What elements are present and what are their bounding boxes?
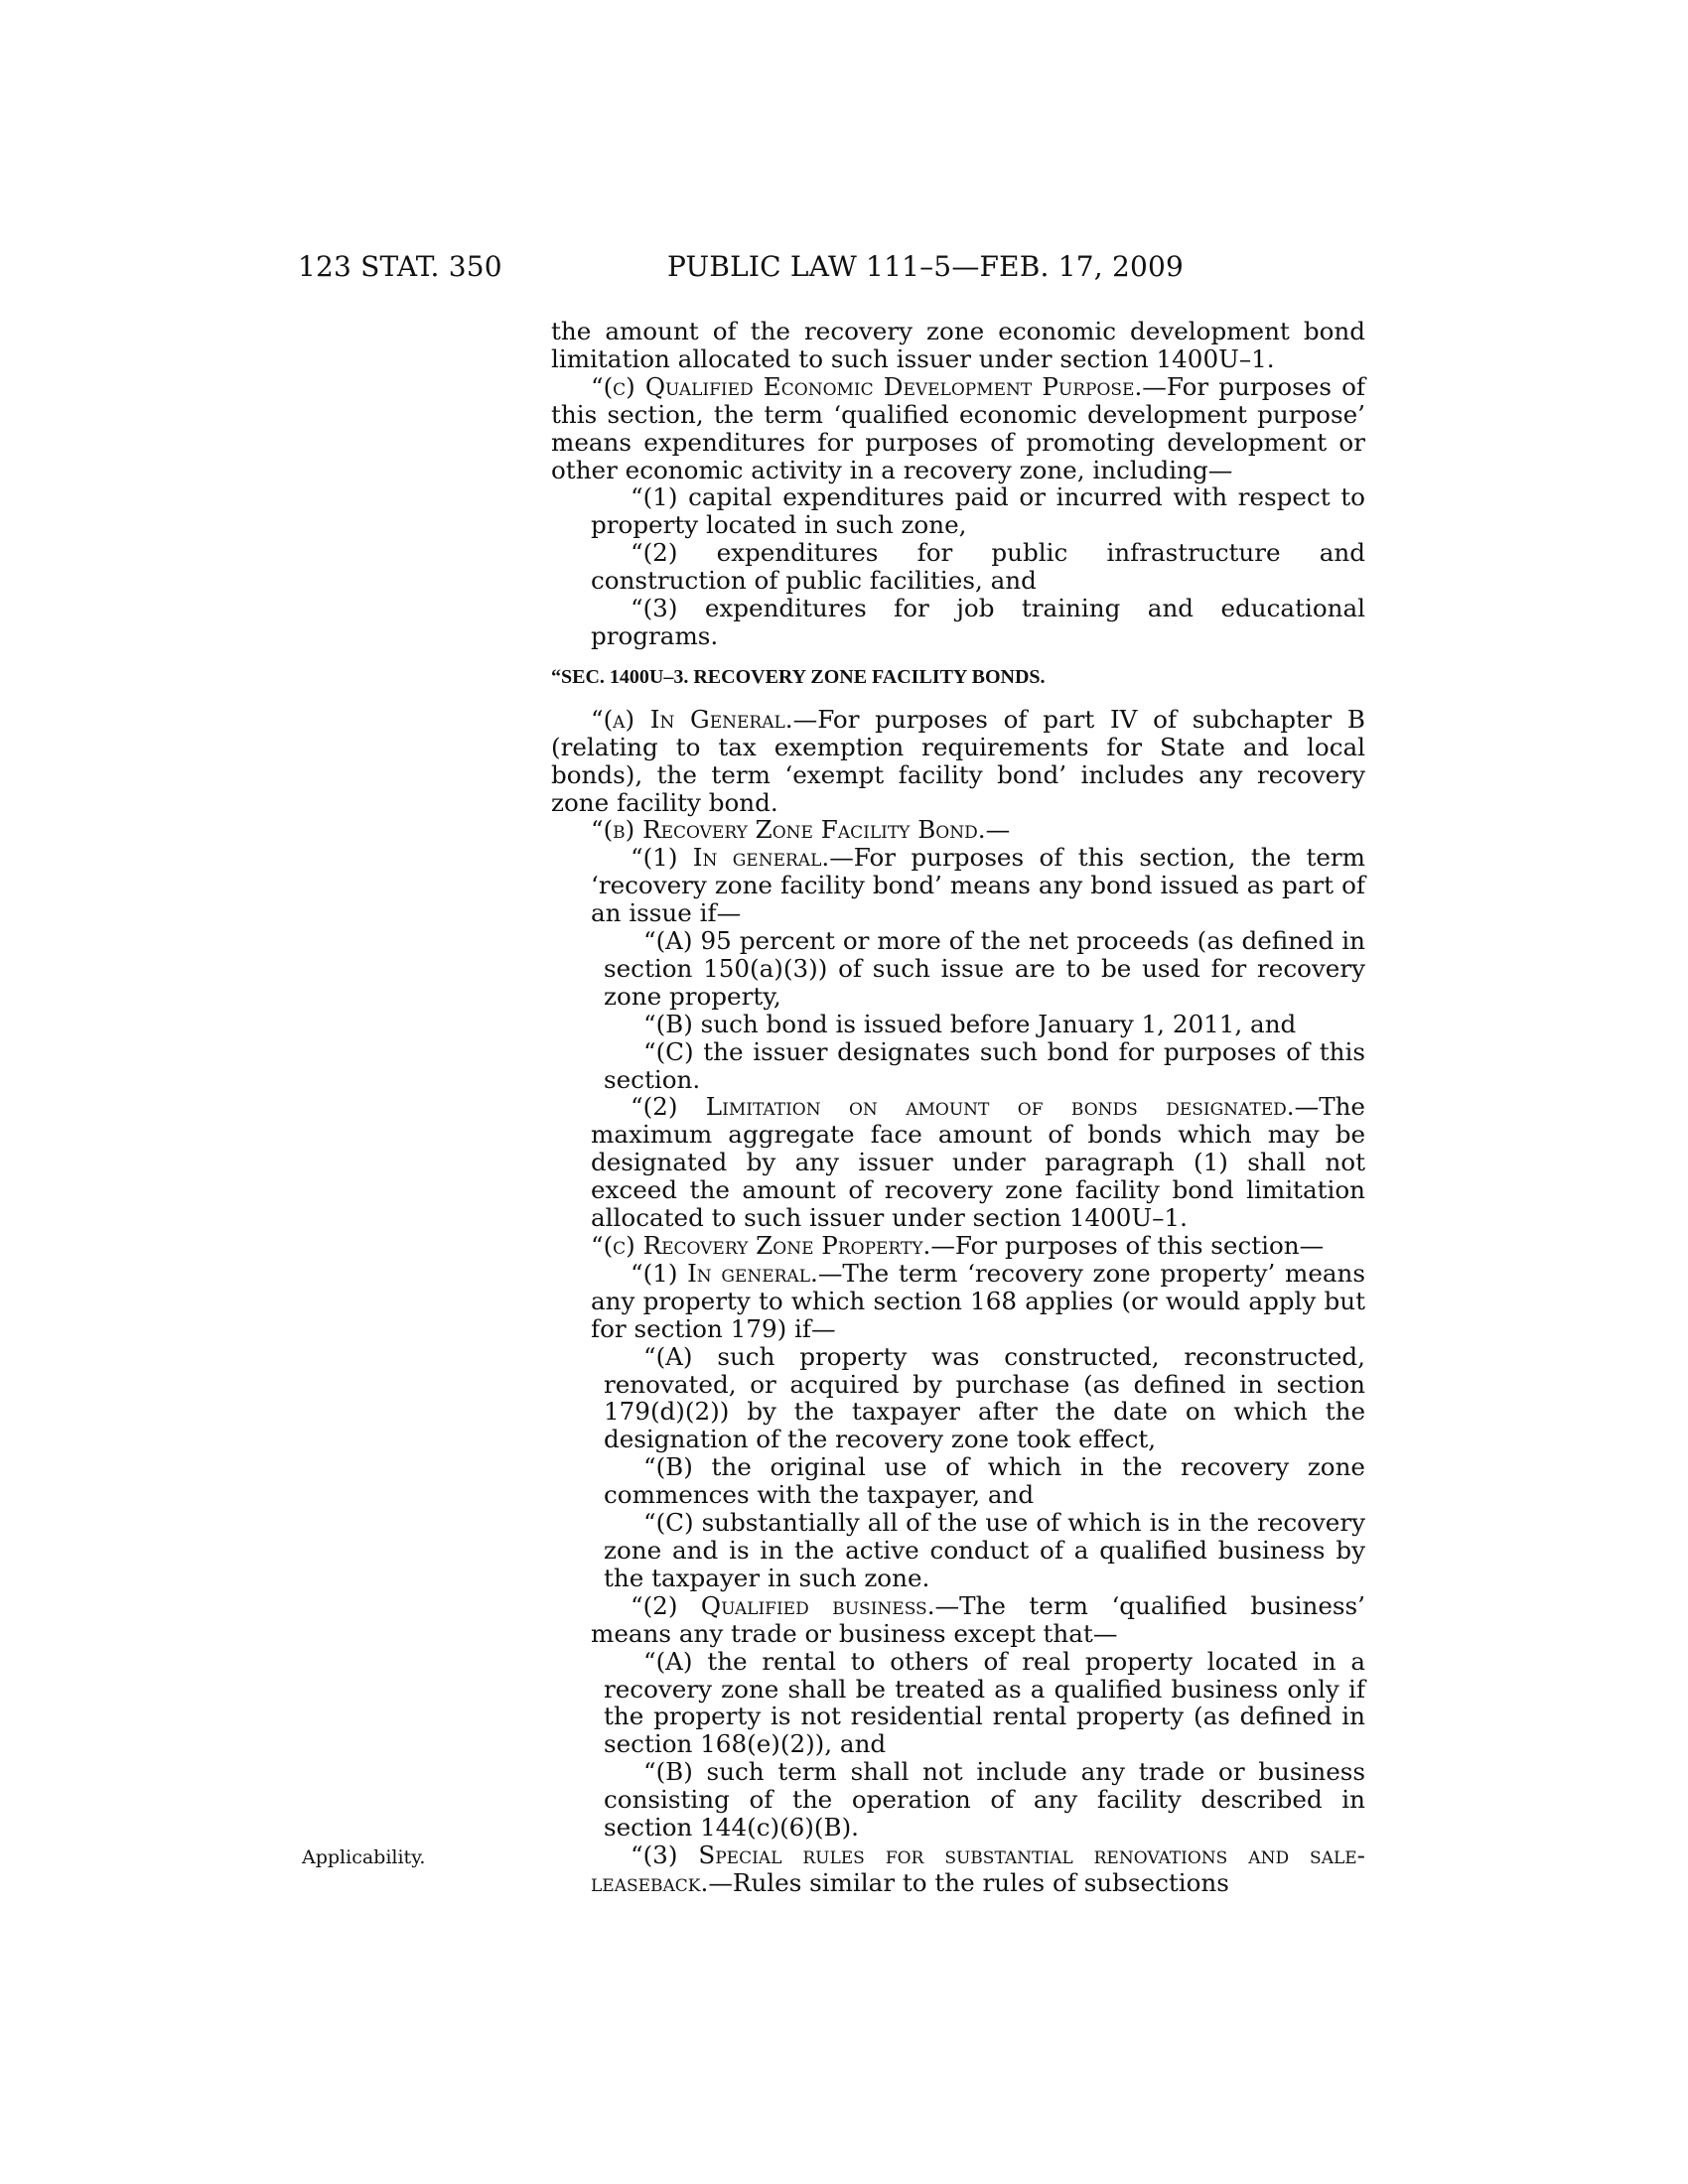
paragraph-text: —The term ‘recovery zone property’ means any property to which section 168 applies (or would apply but for section 179) if—: [591, 1258, 1366, 1343]
page-header: [298, 250, 1365, 290]
subsection-text: —For purposes of part IV of subchapter B (relating to tax exemption requirements for State and local bonds), the term ‘exempt facility bond’ includes any recovery zone facility bond.: [551, 704, 1365, 817]
subsection-c-qualified-purpose: [551, 373, 1365, 484]
subparagraph-c-1-C: “(C) substantially all of the use of which is in the recovery zone and is in the active conduct of a qualified business by the taxpayer in such zone.: [604, 1508, 1365, 1592]
paragraph-text: —Rules similar to the rules of subsections: [708, 1867, 1229, 1897]
paragraph-heading: “(1) In general.: [631, 843, 830, 873]
subsection-text: —For purposes of this section, the term ‘qualified economic development purpose’ means expenditures for purposes of promoting development or other economic activity in a recovery zone, including—: [551, 371, 1365, 484]
paragraph-heading: “(2) Limitation on amount of bonds designated.: [631, 1092, 1295, 1122]
paragraph-heading: “(1) In general.: [631, 1258, 818, 1288]
subsection-a-in-general: [551, 706, 1365, 817]
subsection-heading: “(b) Recovery Zone Facility Bond.: [591, 815, 986, 845]
subsection-c-zone-property: [551, 1232, 1365, 1260]
subparagraph-c-1-A: “(A) such property was constructed, reconstructed, renovated, or acquired by purchase (as defined in section 179(d)(2)) by the taxpayer after the date on which the designation of the recovery zone took effect,: [604, 1341, 1365, 1454]
margin-note: Applicability.: [302, 1846, 426, 1868]
subparagraph-c-1-B: “(B) the original use of which in the recovery zone commences with the taxpayer, and: [604, 1452, 1365, 1510]
subparagraph-c-2-A: “(A) the rental to others of real property located in a recovery zone shall be treated as a qualified business only if the property is not residential rental property (as defined in section 168(e)(2)), and: [604, 1646, 1365, 1759]
paragraph-c-3-special-rules: [551, 1842, 1365, 1897]
paragraph-b-1: [551, 844, 1365, 927]
subsection-dash: —: [985, 815, 1011, 845]
section-heading: “SEC. 1400U–3. RECOVERY ZONE FACILITY BONDS.: [551, 665, 1046, 688]
subsection-b-facility-bond: [551, 816, 1365, 844]
paragraph-text: —For purposes of this section, the term ‘recovery zone facility bond’ means any bond issued as part of an issue if—: [591, 843, 1365, 928]
paragraph-c-2: “(2) expenditures for public infrastructure and construction of public facilities, and: [591, 538, 1365, 596]
paragraph-c-3: “(3) expenditures for job training and educational programs.: [591, 594, 1365, 650]
subsection-heading: “(c) Qualified Economic Development Purpose.: [591, 371, 1143, 401]
paragraph-heading: “(3) Special rules for substantial renovations and sale-leaseback.: [591, 1840, 1365, 1897]
subparagraph-b-1-A: “(A) 95 percent or more of the net proceeds (as defined in section 150(a)(3)) of such issue are to be used for recovery zone property,: [604, 926, 1365, 1011]
paragraph-heading: “(2) Qualified business.: [631, 1590, 935, 1620]
paragraph-continued: the amount of the recovery zone economic development bond limitation allocated to such issuer under section 1400U–1.: [551, 317, 1365, 373]
paragraph-c-2-qualified-business: [551, 1592, 1365, 1648]
subparagraph-b-1-B: “(B) such bond is issued before January 1, 2011, and: [643, 1009, 1297, 1038]
subsection-text: —For purposes of this section—: [930, 1231, 1325, 1260]
paragraph-text: —The maximum aggregate face amount of bonds which may be designated by any issuer under paragraph (1) shall not exceed the amount of recovery zone facility bond limitation allocated to such issuer under section 1400U–1.: [591, 1092, 1365, 1233]
document-body: [551, 318, 1365, 1897]
paragraph-b-2: [551, 1093, 1365, 1232]
subparagraph-b-1-C: “(C) the issuer designates such bond for purposes of this section.: [604, 1036, 1365, 1094]
paragraph-c-1-in-general: [551, 1260, 1365, 1343]
subparagraph-c-2-B: “(B) such term shall not include any trade or business consisting of the operation of any facility described in section 144(c)(6)(B).: [604, 1757, 1365, 1843]
paragraph-c-1: “(1) capital expenditures paid or incurred with respect to property located in such zone,: [591, 482, 1365, 540]
statute-page-number: 123 STAT. 350: [298, 250, 502, 283]
subsection-heading: “(a) In General.: [591, 704, 793, 734]
paragraph-text: —The term ‘qualified business’ means any trade or business except that—: [591, 1590, 1365, 1648]
subsection-heading: “(c) Recovery Zone Property.: [591, 1231, 931, 1260]
public-law-title: PUBLIC LAW 111–5—FEB. 17, 2009: [667, 250, 1185, 283]
